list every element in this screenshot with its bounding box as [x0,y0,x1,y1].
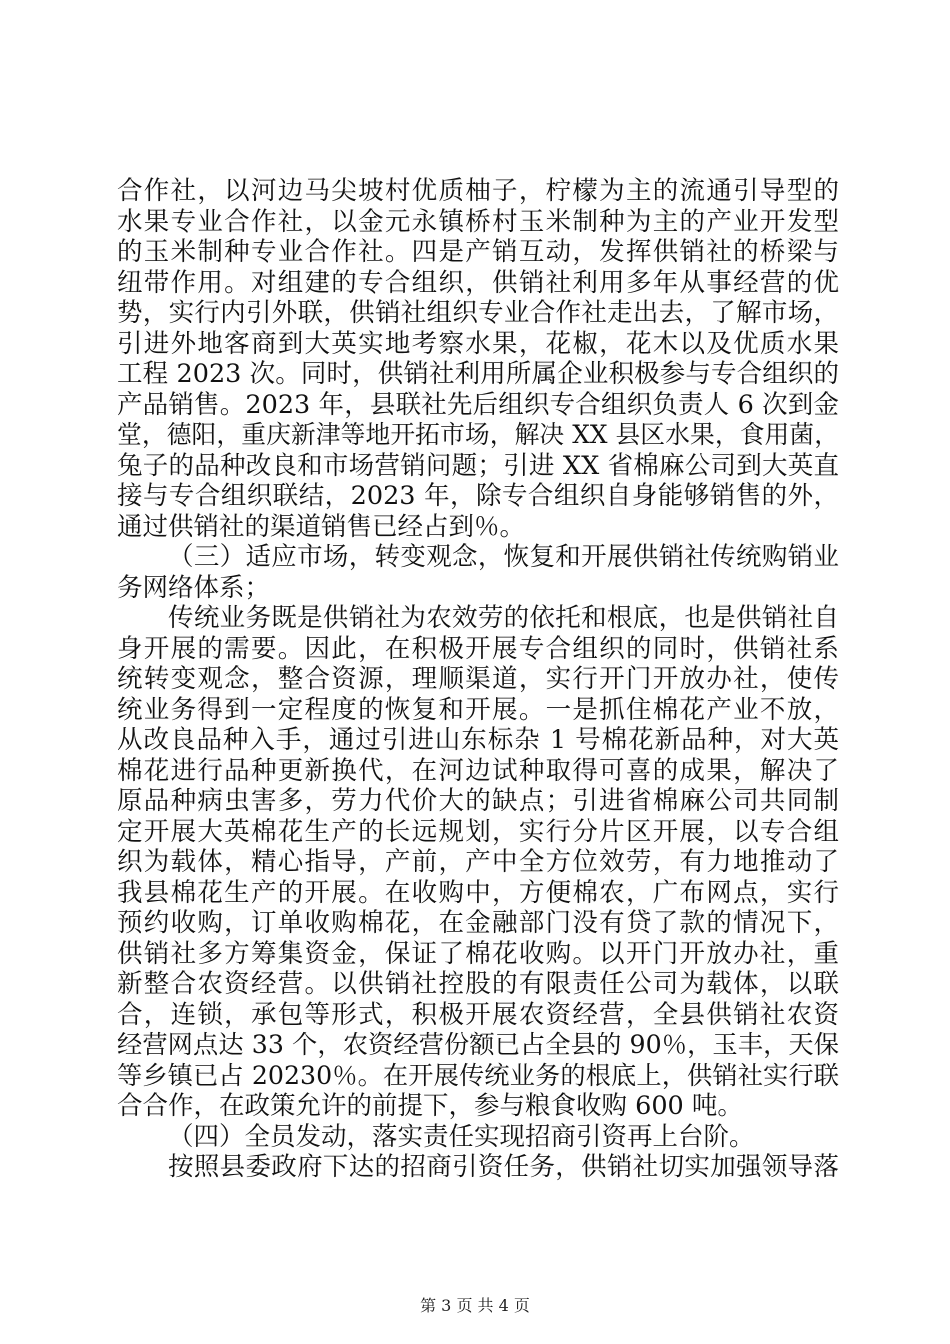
text-line: 经营网点达 33 个，农资经营份额已占全县的 90％，玉丰，天保 [117,1030,839,1059]
text-line: 兔子的品种改良和市场营销问题；引进 XX 省棉麻公司到大英直 [117,450,839,481]
text-line: 接与专合组织联结，2023 年，除专合组织自身能够销售的外， [117,481,839,511]
text-line: 统业务得到一定程度的恢复和开展。一是抓住棉花产业不放， [117,694,839,725]
text-line: 引进外地客商到大英实地考察水果，花椒，花木以及优质水果 [117,328,839,359]
text-line: 按照县委政府下达的招商引资任务，供销社切实加强领导落 [168,1152,839,1182]
text-line: 势，实行内引外联，供销社组织专业合作社走出去，了解市场， [117,298,839,328]
text-line: 棉花进行品种更新换代，在河边试种取得可喜的成果，解决了 [117,755,839,786]
text-line: 产品销售。2023 年，县联社先后组织专合组织负责人 6 次到金 [117,389,839,420]
text-line: 合合作，在政策允许的前提下，参与粮食收购 600 吨。 [117,1091,743,1121]
text-line: 的玉米制种专业合作社。四是产销互动，发挥供销社的桥梁与 [117,237,839,267]
text-line: 身开展的需要。因此，在积极开展专合组织的同时，供销社系 [117,633,839,664]
text-line: 堂，德阳，重庆新津等地开拓市场，解决 XX 县区水果，食用菌， [117,420,839,449]
text-line: 等乡镇已占 20230％。在开展传统业务的根底上，供销社实行联 [117,1060,839,1090]
text-line: 统转变观念，整合资源，理顺渠道，实行开门开放办社，使传 [117,664,839,694]
text-line: （三）适应市场，转变观念，恢复和开展供销社传统购销业 [168,542,839,572]
text-line: 从改良品种入手，通过引进山东标杂 1 号棉花新品种，对大英 [117,725,839,755]
text-line: （四）全员发动，落实责任实现招商引资再上台阶。 [168,1121,755,1152]
text-line: 合作社，以河边马尖坡村优质柚子，柠檬为主的流通引导型的 [117,176,839,206]
text-line: 预约收购，订单收购棉花，在金融部门没有贷了款的情况下， [117,908,839,938]
text-line: 供销社多方筹集资金，保证了棉花收购。以开门开放办社，重 [117,938,839,969]
text-line: 合，连锁，承包等形式，积极开展农资经营，全县供销社农资 [117,999,839,1030]
text-line: 水果专业合作社，以金元永镇桥村玉米制种为主的产业开发型 [117,206,839,237]
text-line: 我县棉花生产的开展。在收购中，方便棉农，广布网点，实行 [117,877,839,908]
text-line: 通过供销社的渠道销售已经占到％。 [117,511,526,542]
text-line: 定开展大英棉花生产的长远规划，实行分片区开展，以专合组 [117,816,839,847]
text-line: 纽带作用。对组建的专合组织，供销社利用多年从事经营的优 [117,267,839,298]
document-body [117,176,839,1183]
text-line: 新整合农资经营。以供销社控股的有限责任公司为载体，以联 [117,969,839,999]
text-line: 务网络体系； [117,572,271,603]
text-line: 传统业务既是供销社为农效劳的依托和根底，也是供销社自 [168,603,839,633]
page-footer: 第 3 页 共 4 页 [420,1296,530,1315]
text-line: 原品种病虫害多，劳力代价大的缺点；引进省棉麻公司共同制 [117,786,839,816]
text-line: 工程 2023 次。同时，供销社利用所属企业积极参与专合组织的 [117,359,839,389]
text-line: 织为载体，精心指导，产前，产中全方位效劳，有力地推动了 [117,847,839,877]
